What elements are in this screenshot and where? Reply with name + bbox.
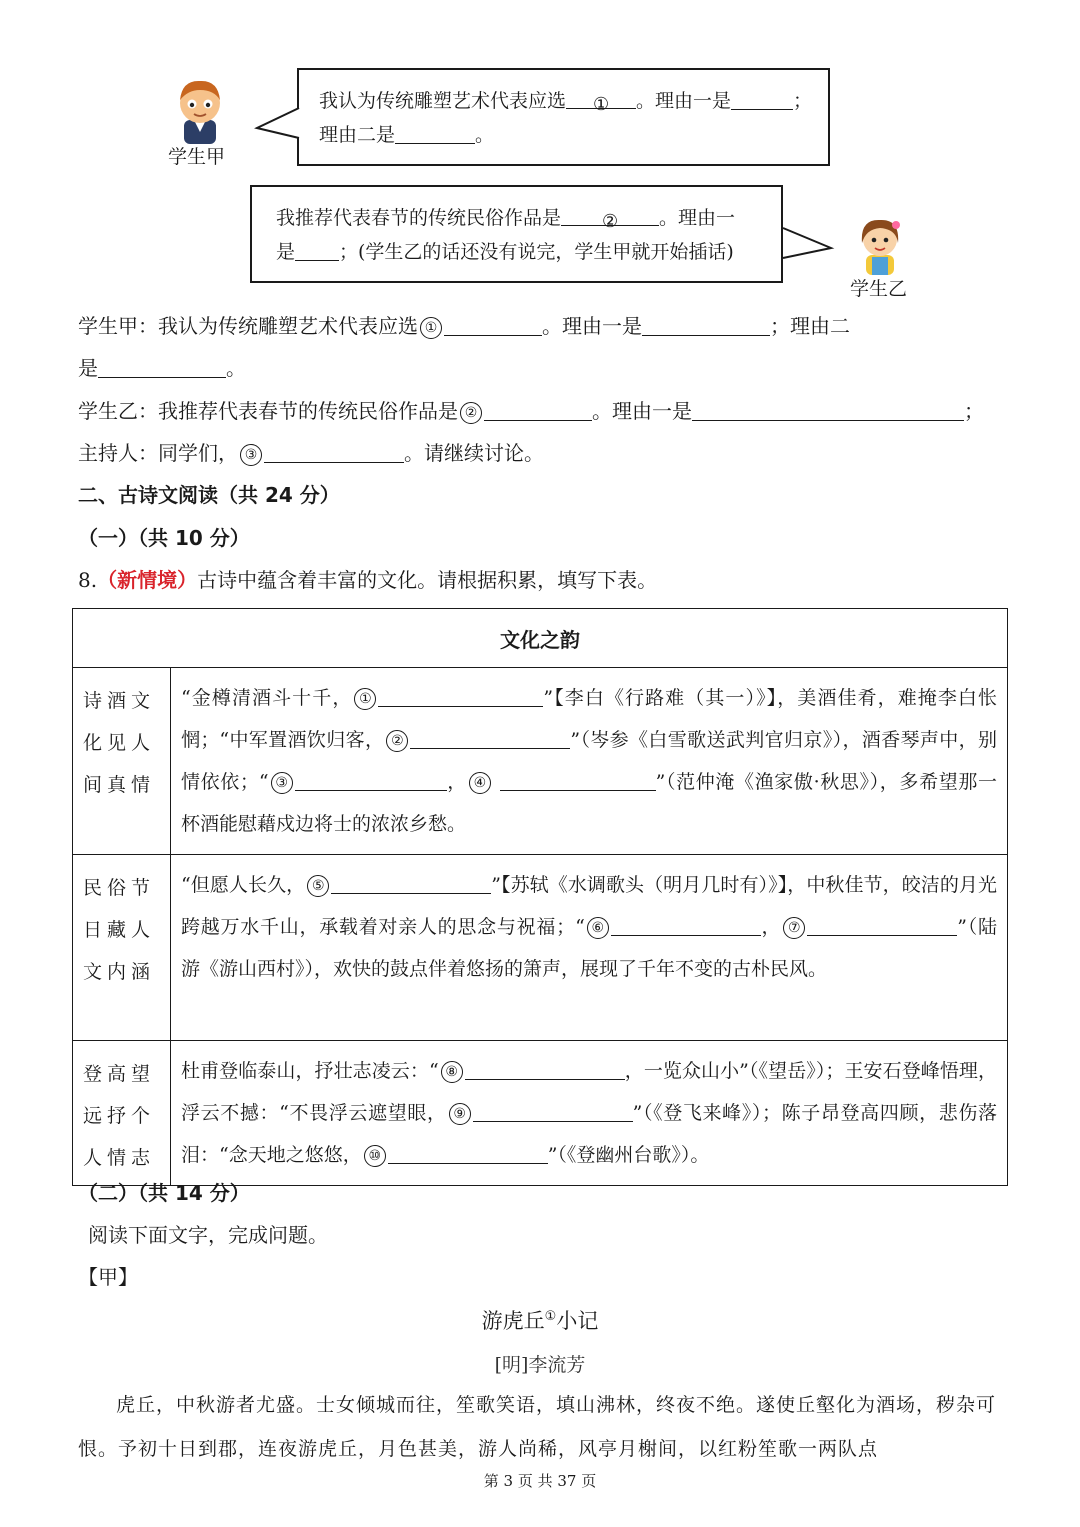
section-heading: 二、古诗文阅读（共 24 分） bbox=[78, 483, 340, 507]
speech-bubble-b bbox=[250, 185, 783, 283]
essay-title-main: 游虎丘 bbox=[481, 1309, 545, 1333]
essay-title bbox=[0, 1305, 1080, 1335]
row2-text2: ”【苏轼《水调歌头（明月几时有）》】，中秋佳节，皎洁的月光跨越万水千山，承载着对亲人的思念与祝福；“ bbox=[181, 874, 997, 938]
answer-line-host bbox=[78, 439, 544, 467]
bubble-a-reason1: 。理由一是 bbox=[636, 90, 732, 112]
answer-a-end: ；理由二 bbox=[770, 314, 850, 338]
circle-1: ① bbox=[354, 688, 376, 710]
table-blank-1[interactable] bbox=[378, 686, 543, 707]
blank-reason1-b bbox=[295, 240, 339, 261]
row1-text3: ”（岑参《白雪歌送武判官归京》），酒香琴声中，别情依依；“ bbox=[181, 729, 997, 793]
row3-text2: ，一览众山小”（《望岳》）；王安石登峰悟理，浮云不撼：“不畏浮云遮望眼， bbox=[181, 1060, 997, 1124]
question-8 bbox=[78, 566, 657, 594]
bubble-a-tail bbox=[255, 106, 301, 140]
bubble-a-text: 我认为传统雕塑艺术代表应选 bbox=[319, 90, 567, 112]
answer-blank-reason2[interactable] bbox=[98, 357, 226, 378]
table-blank-5[interactable] bbox=[331, 873, 491, 894]
circle-10: ⑩ bbox=[364, 1145, 386, 1167]
category-cell: 诗酒文化见人间真情 bbox=[73, 668, 171, 855]
circle-1: ① bbox=[420, 317, 442, 339]
bubble-b-text: 我推荐代表春节的传统民俗作品是 bbox=[276, 207, 562, 229]
row1-text5: ”（范仲淹《渔家傲·秋思》），多希望那一杯酒能慰藉戍边将士的浓浓乡愁。 bbox=[181, 771, 997, 835]
essay-title-end: 小记 bbox=[556, 1309, 599, 1333]
blank-1 bbox=[566, 88, 636, 115]
answer-a-mid: 。理由一是 bbox=[542, 314, 642, 338]
page-footer: 第 3 页 共 37 页 bbox=[483, 1472, 597, 1490]
student-b-label: 学生乙 bbox=[850, 278, 908, 300]
student-a-label: 学生甲 bbox=[168, 146, 226, 168]
part1-heading: （一）（共 10 分） bbox=[78, 526, 250, 550]
bubble-a-period: 。 bbox=[475, 124, 495, 146]
content-cell bbox=[171, 855, 1008, 1041]
answer-a-text: 学生甲：我认为传统雕塑艺术代表应选 bbox=[78, 314, 418, 338]
category-cell: 登高望远抒个人情志 bbox=[73, 1041, 171, 1186]
table-blank-9[interactable] bbox=[473, 1101, 633, 1122]
bubble-b-line2 bbox=[276, 235, 781, 269]
jia-label: 【甲】 bbox=[78, 1265, 138, 1289]
answer-blank-reason1[interactable] bbox=[642, 315, 770, 336]
circle-4: ④ bbox=[469, 772, 491, 794]
table-header-row bbox=[73, 609, 1008, 668]
circle-2: ② bbox=[386, 730, 408, 752]
host-end: 。请继续讨论。 bbox=[404, 441, 544, 465]
table-row bbox=[73, 1041, 1008, 1186]
q8-tag: （新情境） bbox=[97, 568, 198, 592]
blank-2 bbox=[561, 205, 659, 232]
answer-b-end: ； bbox=[964, 399, 984, 423]
bubble-a-semicolon: ； bbox=[793, 90, 813, 112]
answer-line-b bbox=[78, 397, 984, 425]
blank-reason1 bbox=[731, 89, 793, 110]
row1-text2: ”【李白《行路难（其一）》】，美酒佳肴，难掩李白怅惘；“中军置酒饮归客， bbox=[181, 687, 998, 751]
circle-9: ⑨ bbox=[449, 1103, 471, 1125]
table-row bbox=[73, 668, 1008, 855]
student-b-avatar bbox=[852, 213, 908, 277]
circle-3: ③ bbox=[271, 772, 293, 794]
answer-b-mid: 。理由一是 bbox=[592, 399, 692, 423]
category-cell: 民俗节日藏人文内涵 bbox=[73, 855, 171, 1041]
answer-blank-3[interactable] bbox=[264, 442, 404, 463]
table-row bbox=[73, 855, 1008, 1041]
table-blank-4[interactable] bbox=[500, 770, 656, 791]
row1-text4: ， bbox=[446, 771, 467, 793]
bubble-b-tail bbox=[781, 226, 833, 260]
table-blank-6[interactable] bbox=[611, 915, 761, 936]
circle-5: ⑤ bbox=[307, 875, 329, 897]
table-blank-7[interactable] bbox=[807, 915, 957, 936]
row3-text4: ”（《登幽州台歌》）。 bbox=[547, 1144, 710, 1166]
culture-table bbox=[72, 608, 1008, 1186]
circle-8: ⑧ bbox=[441, 1061, 463, 1083]
answer-a2-end: 。 bbox=[226, 356, 246, 380]
content-cell bbox=[171, 1041, 1008, 1186]
row2-text3: ， bbox=[760, 916, 782, 938]
bubble-b-reason1: 。理由一 bbox=[659, 207, 736, 229]
answer-blank-1[interactable] bbox=[444, 315, 542, 336]
circle-3: ③ bbox=[240, 444, 262, 466]
bubble-b-note: ；(学生乙的话还没有说完，学生甲就开始插话) bbox=[339, 241, 734, 263]
q8-number: 8. bbox=[78, 568, 98, 592]
student-a-avatar bbox=[170, 76, 230, 146]
table-title: 文化之韵 bbox=[73, 609, 1008, 668]
circle-2: ② bbox=[460, 402, 482, 424]
answer-line-a2 bbox=[78, 354, 246, 382]
table-blank-2[interactable] bbox=[410, 728, 570, 749]
speech-bubble-a bbox=[297, 68, 830, 166]
row2-text1: “但愿人长久， bbox=[181, 874, 306, 896]
bubble-a-reason2: 理由二是 bbox=[319, 124, 396, 146]
answer-line-a bbox=[78, 312, 850, 340]
part2-heading: （二）（共 14 分） bbox=[78, 1181, 250, 1205]
table-blank-3[interactable] bbox=[295, 770, 447, 791]
bubble-a-line2 bbox=[319, 118, 828, 152]
answer-blank-b-reason1[interactable] bbox=[692, 400, 964, 421]
row2-text4: ”（陆游《游山西村》），欢快的鼓点伴着悠扬的箫声，展现了千年不变的古朴民风。 bbox=[181, 916, 997, 980]
circle-7: ⑦ bbox=[783, 917, 805, 939]
table-blank-8[interactable] bbox=[465, 1059, 625, 1080]
answer-a2-text: 是 bbox=[78, 356, 98, 380]
blank-1-number: ① bbox=[592, 94, 610, 115]
blank-reason2 bbox=[395, 123, 475, 144]
answer-b-text: 学生乙：我推荐代表春节的传统民俗作品是 bbox=[78, 399, 458, 423]
answer-blank-2[interactable] bbox=[484, 400, 592, 421]
part2-instruction: 阅读下面文字，完成问题。 bbox=[88, 1223, 328, 1247]
table-blank-10[interactable] bbox=[388, 1143, 548, 1164]
footnote-marker: ① bbox=[544, 1309, 557, 1324]
essay-author: [明]李流芳 bbox=[494, 1354, 586, 1376]
row1-text1: “金樽清酒斗十千， bbox=[181, 687, 353, 709]
essay-paragraph: 虎丘，中秋游者尤盛。士女倾城而往，笙歌笑语，填山沸林，终夜不绝。遂使丘壑化为酒场，秽杂可恨。予初十日到郡，连夜游虎丘，月色甚美，游人尚稀，风亭月榭间，以红粉笙歌一两队点 bbox=[78, 1394, 997, 1460]
bubble-a-line1 bbox=[319, 84, 828, 118]
host-text: 主持人：同学们， bbox=[78, 441, 238, 465]
blank-2-number: ② bbox=[601, 211, 619, 232]
row3-text3: ”（《登飞来峰》）；陈子昂登高四顾，悲伤落泪：“念天地之悠悠， bbox=[181, 1102, 997, 1166]
bubble-b-line1 bbox=[276, 201, 781, 235]
circle-6: ⑥ bbox=[587, 917, 609, 939]
content-cell bbox=[171, 668, 1008, 855]
bubble-b-shi: 是 bbox=[276, 241, 296, 263]
q8-text: 古诗中蕴含着丰富的文化。请根据积累，填写下表。 bbox=[197, 568, 658, 592]
row3-text1: 杜甫登临泰山，抒壮志凌云：“ bbox=[181, 1060, 439, 1082]
